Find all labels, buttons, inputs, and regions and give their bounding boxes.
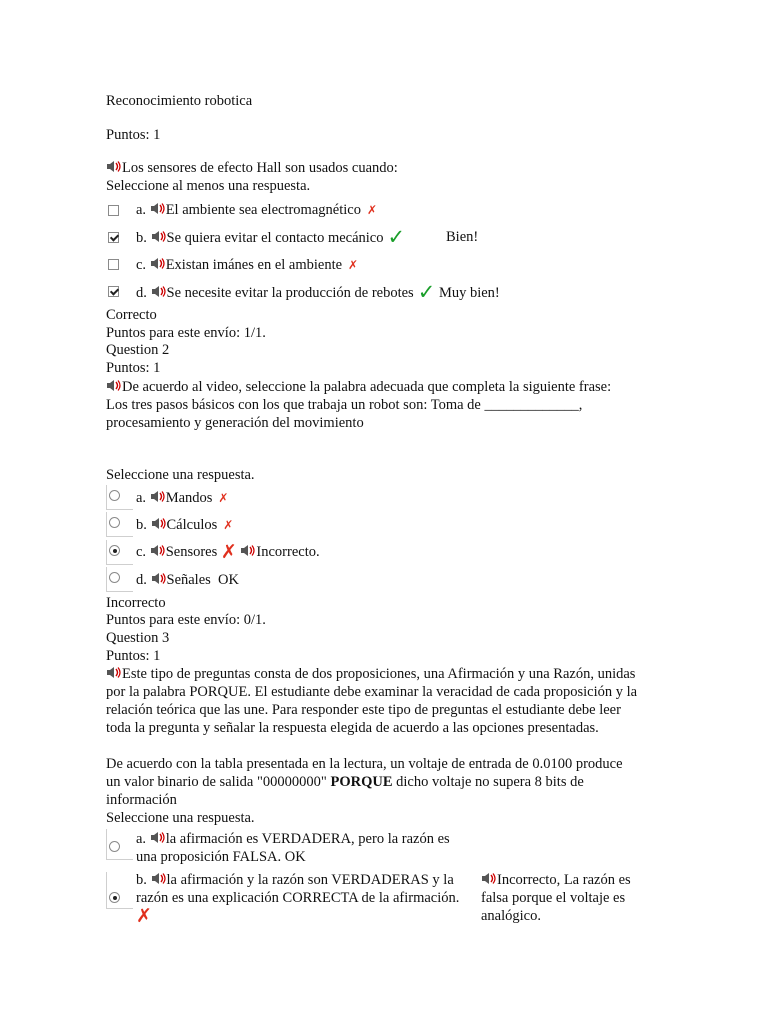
speaker-icon[interactable] [151,872,166,885]
q1-option-b-text: Se quiera evitar el contacto mecánico [166,230,384,246]
q3-option-b-line1: b. la afirmación y la razón son VERDADERAS y la [136,872,454,888]
q1-score: Puntos para este envío: 1/1. [106,325,266,341]
q1-option-c: c. Existan imánes en el ambiente ✗ [136,257,359,273]
speaker-icon[interactable] [106,379,121,392]
incorrect-mark-icon: ✗ [136,905,152,927]
correct-mark-icon: ✓ [387,225,406,249]
q2-option-b: b. Cálculos ✗ [136,517,234,533]
q3-option-b-feedback-line1: Incorrecto, La razón es [481,871,631,889]
correct-mark-icon: ✓ [417,280,436,304]
q1-option-a-checkbox[interactable] [108,205,119,216]
q2-question-line3: procesamiento y generación del movimiento [106,415,364,431]
q1-option-d-checkbox[interactable] [108,286,119,297]
speaker-icon[interactable] [481,872,496,885]
q3-option-b-box [106,872,133,909]
incorrect-mark-icon: ✗ [220,541,237,563]
q3-option-b-line2: razón es una explicación CORRECTA de la afirmación. [136,890,460,906]
q3-option-a-line1: a. la afirmación es VERDADERA, pero la razón es [136,831,450,847]
quiz-title: Reconocimiento robotica [106,93,253,109]
q2-instruction: Seleccione una respuesta. [106,467,255,483]
incorrect-mark-icon: ✗ [218,491,229,505]
q3-intro-line3: relación teórica que las une. Para responder este tipo de preguntas el estudiante debe leer [106,702,621,718]
q1-points: Puntos: 1 [106,127,161,143]
q2-question-line2: Los tres pasos básicos con los que trabaja un robot son: Toma de _____________, [106,397,583,413]
speaker-icon[interactable] [150,831,165,844]
q3-intro-line4: toda la pregunta y señalar la respuesta elegida de acuerdo a las opciones presentadas. [106,720,599,736]
q3-statement-line1: De acuerdo con la tabla presentada en la lectura, un voltaje de entrada de 0.0100 produce [106,756,623,772]
speaker-icon[interactable] [150,490,165,503]
q3-option-b-feedback-line3: analógico. [481,908,541,924]
q1-option-c-checkbox[interactable] [108,259,119,270]
q3-points: Puntos: 1 [106,648,161,664]
q2-result: Incorrecto [106,595,166,611]
q2-question: De acuerdo al video, seleccione la palabra adecuada que completa la siguiente frase: [106,378,611,396]
q1-question-text: Los sensores de efecto Hall son usados cuando: [122,160,398,176]
q1-result: Correcto [106,307,157,323]
q1-option-b-feedback: Bien! [446,229,479,245]
q2-option-c: c. Sensores ✗ Incorrecto. [136,541,320,563]
incorrect-mark-icon: ✗ [366,203,378,217]
q2-option-c-radio[interactable] [109,545,120,556]
q3-instruction: Seleccione una respuesta. [106,810,255,826]
speaker-icon[interactable] [150,257,165,270]
q3-option-a-line2: una proposición FALSA. OK [136,849,306,865]
speaker-icon[interactable] [240,544,255,557]
q3-statement-line3: información [106,792,177,808]
q3-statement-line2: un valor binario de salida "00000000" PORQUE dicho voltaje no supera 8 bits de [106,774,584,790]
q1-option-d-text: Se necesite evitar la producción de rebotes [166,285,414,301]
q2-option-a: a. Mandos ✗ [136,490,229,506]
incorrect-mark-icon: ✗ [223,518,234,532]
q3-header: Question 3 [106,630,170,646]
q2-option-b-radio[interactable] [109,517,120,528]
q1-option-a-text: El ambiente sea electromagnético [165,202,361,218]
q1-question [106,159,398,177]
speaker-icon[interactable] [150,544,165,557]
q3-option-a-radio[interactable] [109,841,120,852]
speaker-icon[interactable] [150,202,165,215]
q2-header: Question 2 [106,342,170,358]
q1-option-b: b. Se quiera evitar el contacto mecánico ✓ [136,225,406,249]
q3-intro-line1: Este tipo de preguntas consta de dos proposiciones, una Afirmación y una Razón, unidas [106,665,635,683]
q1-option-a: a. El ambiente sea electromagnético ✗ [136,202,378,218]
q2-score: Puntos para este envío: 0/1. [106,612,266,628]
q3-option-b-radio[interactable] [109,892,120,903]
q1-option-c-text: Existan imánes en el ambiente [165,257,343,273]
q1-option-d-feedback: Muy bien! [438,285,500,301]
q2-option-a-radio[interactable] [109,490,120,501]
speaker-icon[interactable] [151,517,166,530]
incorrect-mark-icon: ✗ [348,258,359,272]
q1-option-b-checkbox[interactable] [108,232,119,243]
speaker-icon[interactable] [106,160,121,173]
q2-option-d-radio[interactable] [109,572,120,583]
q3-option-b-mark [136,907,152,925]
q2-option-c-feedback: Incorrecto. [256,544,320,560]
q3-intro-line2: por la palabra PORQUE. El estudiante debe examinar la veracidad de cada proposición y la [106,684,638,700]
q2-option-d: d. Señales OK [136,572,239,588]
q1-instruction: Seleccione al menos una respuesta. [106,178,311,194]
q3-option-b-feedback-line2: falsa porque el voltaje es [481,890,626,906]
speaker-icon[interactable] [151,230,166,243]
q1-option-d: d. Se necesite evitar la producción de rebotes ✓ Muy bien! [136,280,500,304]
speaker-icon[interactable] [106,666,121,679]
speaker-icon[interactable] [151,572,166,585]
speaker-icon[interactable] [151,285,166,298]
q2-points: Puntos: 1 [106,360,161,376]
